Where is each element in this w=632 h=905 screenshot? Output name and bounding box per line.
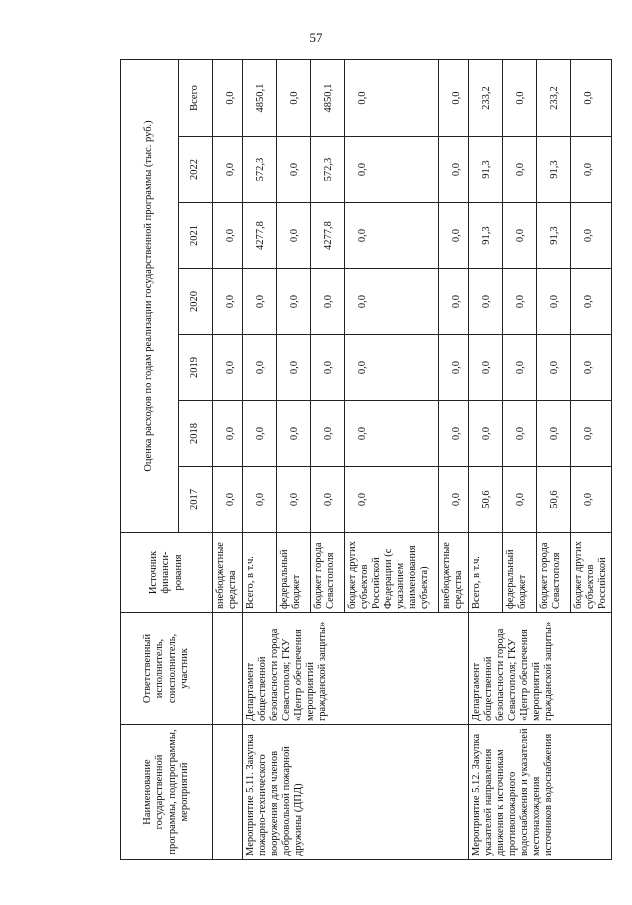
value-cell: 0,0	[311, 269, 345, 335]
value-cell: 572,3	[243, 137, 277, 203]
value-cell: 0,0	[311, 467, 345, 533]
value-cell: 0,0	[439, 335, 469, 401]
value-cell: 572,3	[311, 137, 345, 203]
value-cell: 0,0	[571, 137, 612, 203]
value-cell: 4277,8	[243, 203, 277, 269]
source-cell: бюджет других субъектов Российской Федерации (с указанием наименования субъекта)	[345, 533, 439, 613]
value-cell: 0,0	[213, 137, 243, 203]
value-cell: 0,0	[469, 269, 503, 335]
responsible-cell: Департамент общественной безопасности города Севастополя; ГКУ «Центр обеспечения мероприятий гражданской защиты»	[469, 613, 612, 725]
page-number: 57	[309, 30, 323, 45]
value-cell: 0,0	[503, 269, 537, 335]
table-row	[469, 59, 503, 859]
value-cell: 0,0	[277, 137, 311, 203]
value-cell: 0,0	[439, 401, 469, 467]
value-cell: 0,0	[503, 203, 537, 269]
value-cell: 0,0	[277, 59, 311, 136]
value-cell: 233,2	[537, 59, 571, 136]
value-cell: 0,0	[571, 203, 612, 269]
value-cell: 0,0	[277, 203, 311, 269]
value-cell: 0,0	[311, 335, 345, 401]
value-cell: 0,0	[345, 137, 439, 203]
header-name: Наименование государственной программы, подпрограммы, мероприятий	[121, 725, 213, 860]
rotated-table-container	[120, 60, 610, 860]
source-cell: внебюджетные средства	[439, 533, 469, 613]
value-cell: 233,2	[469, 59, 503, 136]
value-cell: 0,0	[537, 335, 571, 401]
value-cell: 0,0	[345, 203, 439, 269]
value-cell: 0,0	[277, 467, 311, 533]
source-cell: бюджет города Севастополя	[311, 533, 345, 613]
value-cell: 0,0	[439, 467, 469, 533]
header-estimate: Оценка расходов по годам реализации государственной программы (тыс. руб.)	[121, 59, 179, 532]
value-cell: 0,0	[571, 467, 612, 533]
value-cell: 4850,1	[243, 59, 277, 136]
value-cell: 0,0	[213, 59, 243, 136]
value-cell: 0,0	[537, 401, 571, 467]
source-cell: федеральный бюджет	[503, 533, 537, 613]
value-cell: 0,0	[277, 269, 311, 335]
value-cell: 0,0	[439, 59, 469, 136]
value-cell: 0,0	[213, 467, 243, 533]
responsible-cell: Департамент общественной безопасности города Севастополя; ГКУ «Центр обеспечения мероприятий гражданской защиты»	[243, 613, 469, 725]
header-year: 2017	[179, 467, 213, 533]
value-cell: 91,3	[537, 137, 571, 203]
header-year: 2018	[179, 401, 213, 467]
value-cell: 50,6	[537, 467, 571, 533]
value-cell: 91,3	[469, 203, 503, 269]
source-cell: бюджет других субъектов Российской	[571, 533, 612, 613]
source-cell: внебюджетные средства	[213, 533, 243, 613]
header-year: 2022	[179, 137, 213, 203]
value-cell: 0,0	[213, 203, 243, 269]
value-cell: 0,0	[277, 401, 311, 467]
value-cell: 0,0	[571, 269, 612, 335]
value-cell: 0,0	[345, 401, 439, 467]
value-cell: 0,0	[277, 335, 311, 401]
responsible-cell	[213, 613, 243, 725]
source-cell: Всего, в т.ч.	[243, 533, 277, 613]
value-cell: 0,0	[345, 467, 439, 533]
table-row	[243, 59, 277, 859]
value-cell: 0,0	[469, 401, 503, 467]
header-year: 2020	[179, 269, 213, 335]
measure-name-cell: Мероприятие 5.12. Закупка указателей направления движения к источникам противопожарного водоснабжения и указателей местонахождения источников водоснабжения	[469, 725, 612, 860]
value-cell: 0,0	[345, 59, 439, 136]
header-source: Источник финанси-рования	[121, 533, 213, 613]
value-cell: 0,0	[345, 269, 439, 335]
value-cell: 4850,1	[311, 59, 345, 136]
value-cell: 0,0	[571, 335, 612, 401]
value-cell: 91,3	[537, 203, 571, 269]
value-cell: 0,0	[213, 335, 243, 401]
value-cell: 0,0	[503, 467, 537, 533]
value-cell: 0,0	[345, 335, 439, 401]
source-cell: бюджет города Севастополя	[537, 533, 571, 613]
value-cell: 0,0	[503, 59, 537, 136]
value-cell: 0,0	[439, 137, 469, 203]
value-cell: 0,0	[503, 335, 537, 401]
value-cell: 0,0	[469, 335, 503, 401]
table-row	[213, 59, 243, 859]
value-cell: 0,0	[439, 269, 469, 335]
measure-name-cell: Мероприятие 5.11. Закупка пожарно-технического вооружения для членов добровольной пожарной дружины (ДПД)	[243, 725, 469, 860]
value-cell: 0,0	[243, 401, 277, 467]
value-cell: 0,0	[537, 269, 571, 335]
source-cell: федеральный бюджет	[277, 533, 311, 613]
value-cell: 0,0	[243, 335, 277, 401]
value-cell: 0,0	[503, 401, 537, 467]
value-cell: 0,0	[571, 59, 612, 136]
value-cell: 0,0	[213, 401, 243, 467]
budget-table	[120, 59, 612, 860]
value-cell: 0,0	[439, 203, 469, 269]
measure-name-cell	[213, 725, 243, 860]
value-cell: 0,0	[213, 269, 243, 335]
header-responsible: Ответственный исполнитель, соисполнитель, участник	[121, 613, 213, 725]
header-total: Всего	[179, 59, 213, 136]
value-cell: 91,3	[469, 137, 503, 203]
value-cell: 0,0	[243, 269, 277, 335]
value-cell: 0,0	[243, 467, 277, 533]
header-year: 2021	[179, 203, 213, 269]
value-cell: 0,0	[311, 401, 345, 467]
value-cell: 4277,8	[311, 203, 345, 269]
source-cell: Всего, в т.ч.	[469, 533, 503, 613]
value-cell: 50,6	[469, 467, 503, 533]
value-cell: 0,0	[503, 137, 537, 203]
value-cell: 0,0	[571, 401, 612, 467]
header-year: 2019	[179, 335, 213, 401]
